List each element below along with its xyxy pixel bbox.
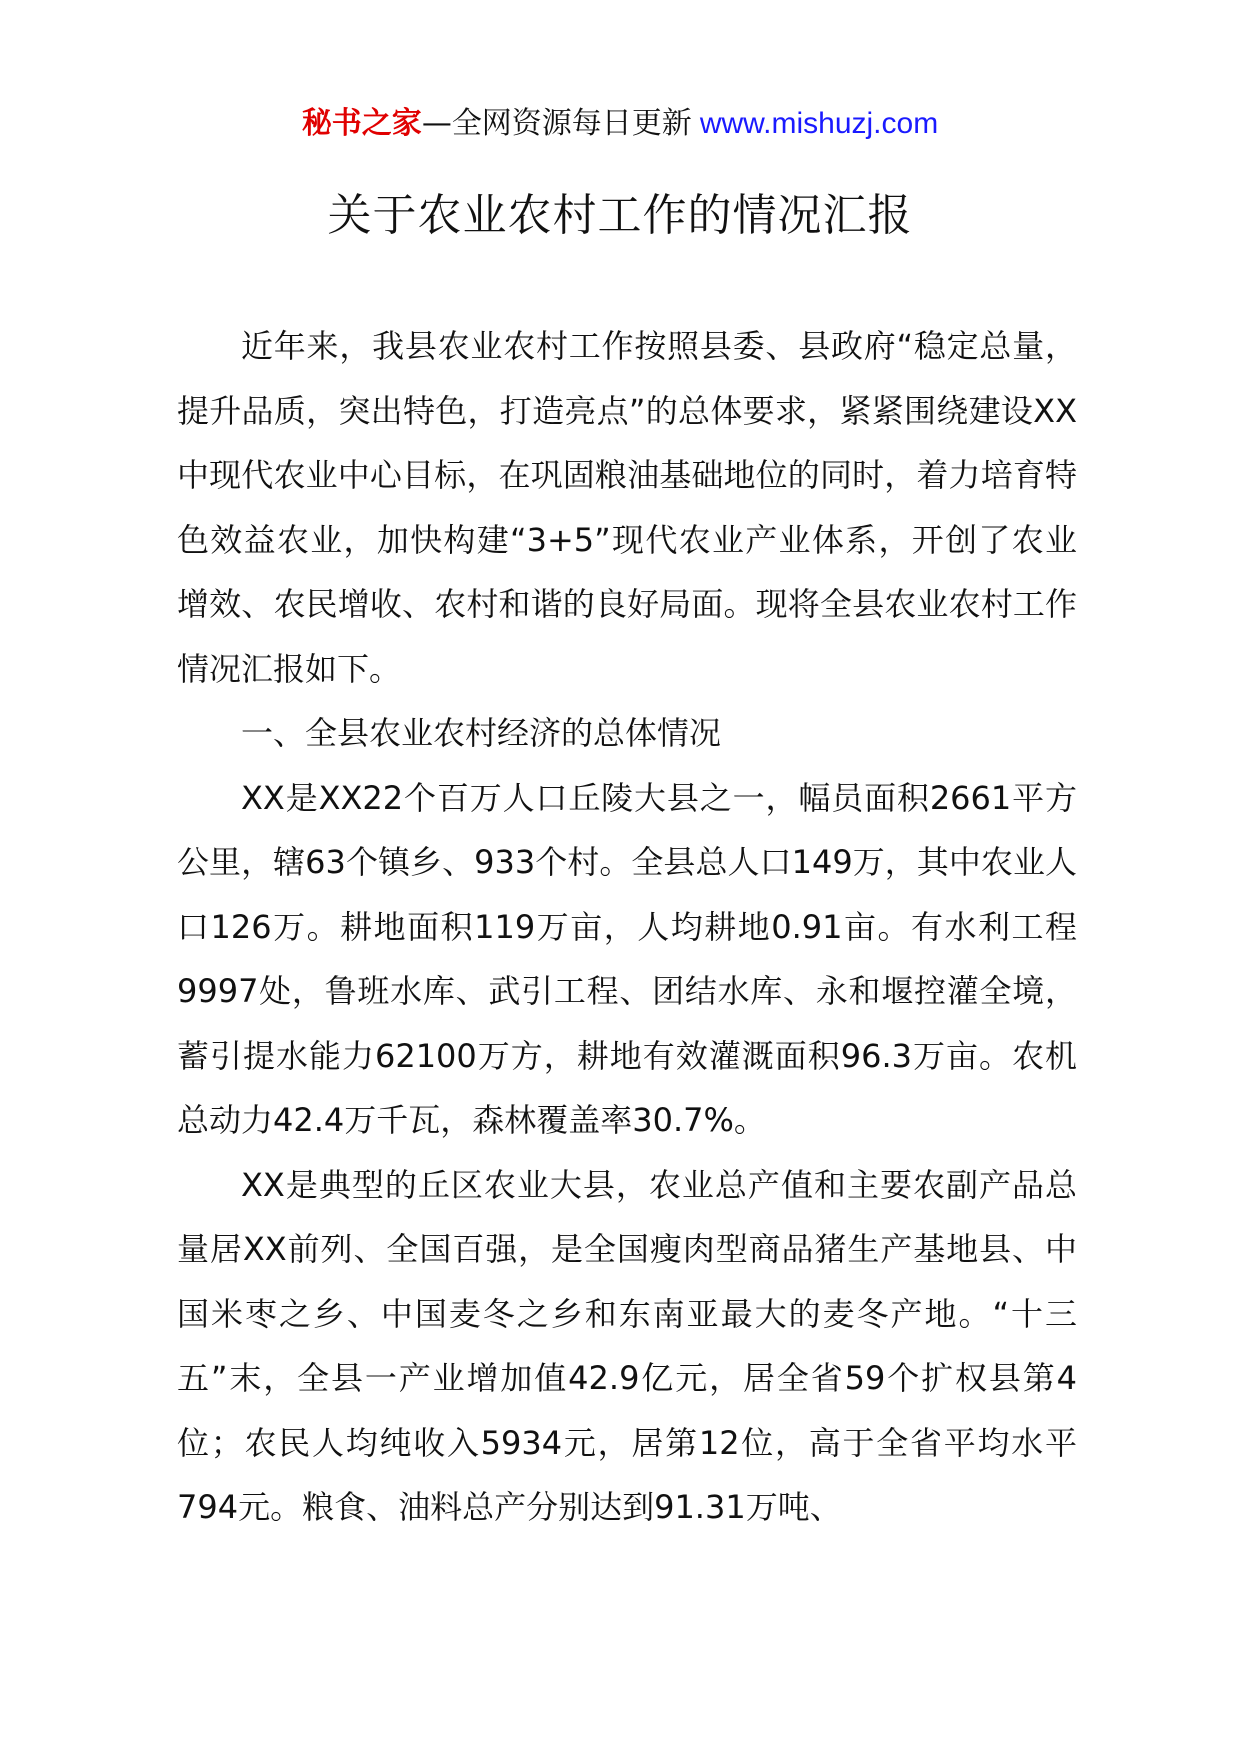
paragraph-intro: 近年来，我县农业农村工作按照县委、县政府“稳定总量，提升品质，突出特色，打造亮点”的总体要求，紧紧围绕建设XX中现代农业中心目标，在巩固粮油基础地位的同时，着力培育特色效益农业，加快构建“3+5”现代农业产业体系，开创了农业增效、农民增收、农村和谐的良好局面。现将全县农业农村工作情况汇报如下。	[177, 327, 1077, 688]
document-body	[177, 314, 1077, 1540]
document-title: 关于农业农村工作的情况汇报	[327, 190, 913, 241]
paragraph-overview: XX是XX22个百万人口丘陵大县之一，幅员面积2661平方公里，辖63个镇乡、933个村。全县总人口149万，其中农业人口126万。耕地面积119万亩，人均耕地0.91亩。有水利工程9997处，鲁班水库、武引工程、团结水库、永和堰控灌全境，蓄引提水能力62100万方，耕地有效灌溉面积96.3万亩。农机总动力42.4万千瓦，森林覆盖率30.7%。	[177, 778, 1077, 1139]
site-header	[0, 104, 1240, 144]
paragraph-agriculture: XX是典型的丘区农业大县，农业总产值和主要农副产品总量居XX前列、全国百强，是全国瘦肉型商品猪生产基地县、中国米枣之乡、中国麦冬之乡和东南亚最大的麦冬产地。“十三五”末，全县一产业增加值42.9亿元，居全省59个扩权县第4位；农民人均纯收入5934元，居第12位，高于全省平均水平794元。粮食、油料总产分别达到91.31万吨、	[177, 1165, 1077, 1526]
site-brand: 秘书之家	[301, 106, 422, 141]
site-slogan: —全网资源每日更新	[421, 106, 692, 141]
site-url-link[interactable]: www.mishuzj.com	[699, 107, 939, 140]
section-heading-1: 一、全县农业农村经济的总体情况	[241, 714, 722, 752]
